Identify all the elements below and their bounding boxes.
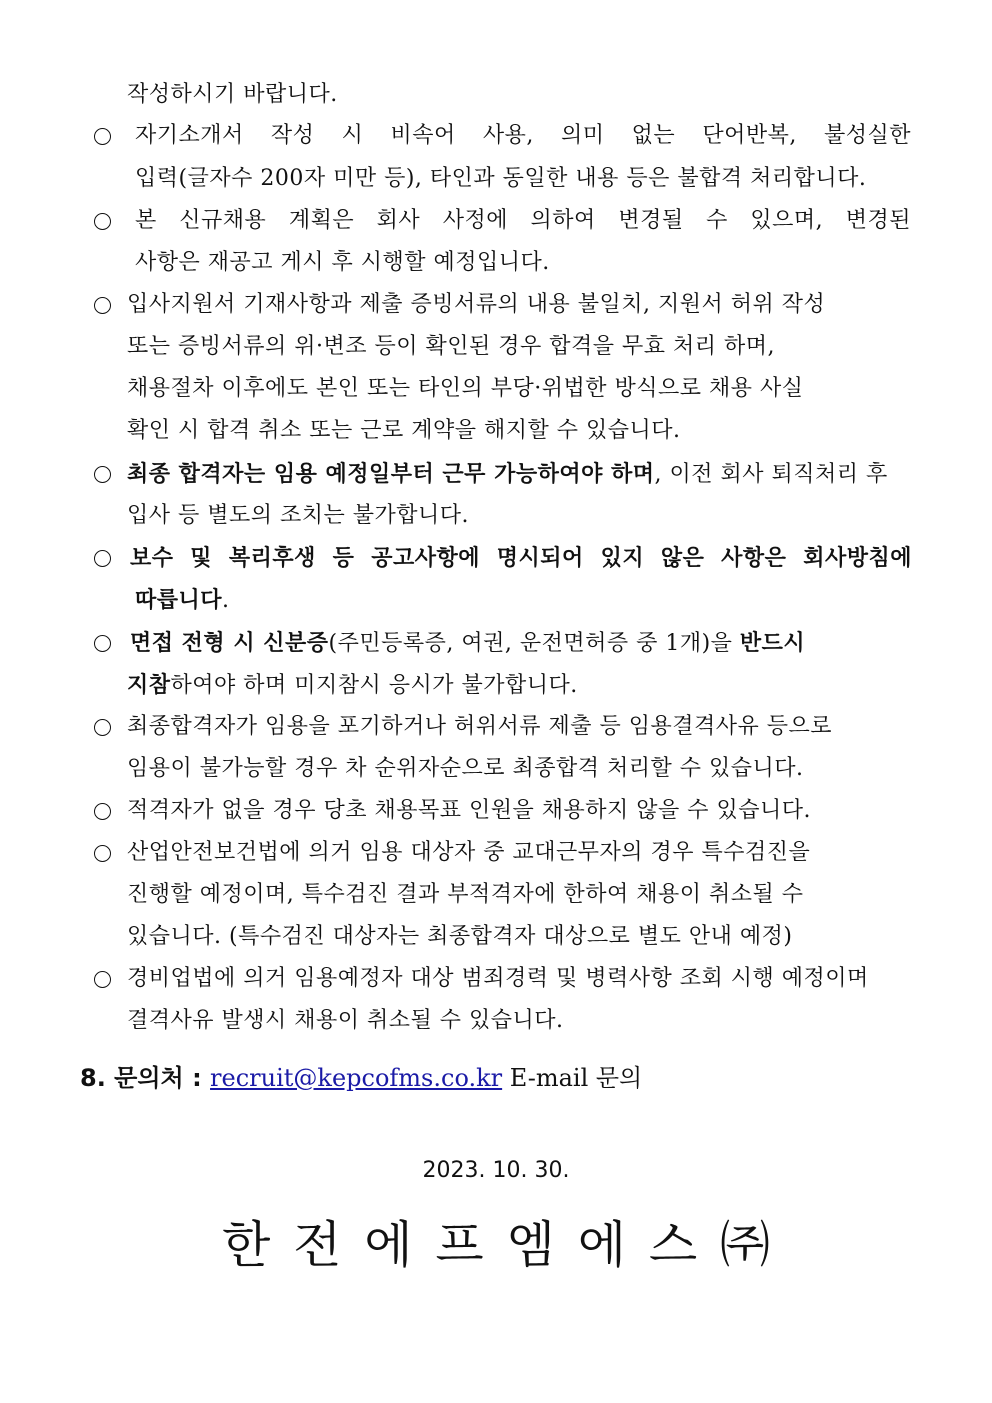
text-line: 진행할 예정이며, 특수검진 결과 부적격자에 한하여 채용이 취소될 수 xyxy=(127,882,804,907)
text-line: 있습니다. (특수검진 대상자는 최종합격자 대상으로 별도 안내 예정) xyxy=(127,924,793,949)
text-line: 입사지원서 기재사항과 제출 증빙서류의 내용 불일치, 지원서 허위 작성 xyxy=(127,292,826,317)
text-line: 작성하시기 바랍니다. xyxy=(127,82,338,107)
text-line: 적격자가 없을 경우 당초 채용목표 인원을 채용하지 않을 수 있습니다. xyxy=(127,798,811,823)
circle-bullet-icon xyxy=(94,971,111,988)
contact-label: 8. 문의처 : xyxy=(80,1064,211,1092)
bold-text: 반드시 xyxy=(739,630,806,656)
bold-text: 따릅니다 xyxy=(135,587,223,613)
text-line: 보수 및 복리후생 등 공고사항에 명시되어 있지 않은 사항은 회사방침에 xyxy=(130,545,912,571)
text-line: 또는 증빙서류의 위·변조 등이 확인된 경우 합격을 무효 처리 하며, xyxy=(127,334,775,359)
contact-section xyxy=(80,1062,642,1094)
circle-bullet-icon xyxy=(94,128,111,145)
text-line xyxy=(130,628,805,659)
circle-bullet-icon xyxy=(94,550,111,567)
text-line: 채용절차 이후에도 본인 또는 타인의 부당·위법한 방식으로 채용 사실 xyxy=(127,376,804,401)
circle-bullet-icon xyxy=(94,803,111,820)
text-line: 입력(글자수 200자 미만 등), 타인과 동일한 내용 등은 불합격 처리합니다. xyxy=(135,166,867,191)
circle-bullet-icon xyxy=(94,297,111,314)
circle-bullet-icon xyxy=(94,466,111,483)
text-span: . xyxy=(222,588,230,613)
bold-text: 최종 합격자는 임용 예정일부터 근무 가능하여야 하며 xyxy=(127,461,655,487)
bold-text: 면접 전형 시 신분증 xyxy=(130,630,329,656)
text-line: 입사 등 별도의 조치는 불가합니다. xyxy=(127,503,469,528)
circle-bullet-icon xyxy=(94,845,111,862)
circle-bullet-icon xyxy=(94,213,111,230)
text-line: 사항은 재공고 게시 후 시행할 예정입니다. xyxy=(135,250,550,275)
company-name: 한 전 에 프 엠 에 스 ㈜ xyxy=(222,1216,770,1274)
text-line xyxy=(127,670,578,701)
contact-suffix: E-mail 문의 xyxy=(502,1064,643,1092)
text-line: 자기소개서 작성 시 비속어 사용, 의미 없는 단어반복, 불성실한 xyxy=(135,123,911,148)
text-line: 경비업법에 의거 임용예정자 대상 범죄경력 및 병력사항 조회 시행 예정이며 xyxy=(127,966,869,991)
text-line: 임용이 불가능할 경우 차 순위자순으로 최종합격 처리할 수 있습니다. xyxy=(127,756,804,781)
text-span: (주민등록증, 여권, 운전면허증 중 1개)을 xyxy=(328,631,740,656)
text-line xyxy=(127,459,888,490)
text-line: 산업안전보건법에 의거 임용 대상자 중 교대근무자의 경우 특수검진을 xyxy=(127,840,811,865)
circle-bullet-icon xyxy=(94,719,111,736)
text-line: 확인 시 합격 취소 또는 근로 계약을 해지할 수 있습니다. xyxy=(127,418,681,443)
email-link[interactable]: recruit@kepcofms.co.kr xyxy=(210,1064,503,1092)
bold-text: 지참 xyxy=(127,672,171,698)
text-line xyxy=(135,585,230,616)
text-line: 본 신규채용 계획은 회사 사정에 의하여 변경될 수 있으며, 변경된 xyxy=(135,208,911,233)
document-date: 2023. 10. 30. xyxy=(422,1158,570,1183)
text-line: 결격사유 발생시 채용이 취소될 수 있습니다. xyxy=(127,1008,564,1033)
text-span: , 이전 회사 퇴직처리 후 xyxy=(654,462,888,487)
circle-bullet-icon xyxy=(94,635,111,652)
text-line: 최종합격자가 임용을 포기하거나 허위서류 제출 등 임용결격사유 등으로 xyxy=(127,714,833,739)
text-span: 하여야 하며 미지참시 응시가 불가합니다. xyxy=(170,673,578,698)
